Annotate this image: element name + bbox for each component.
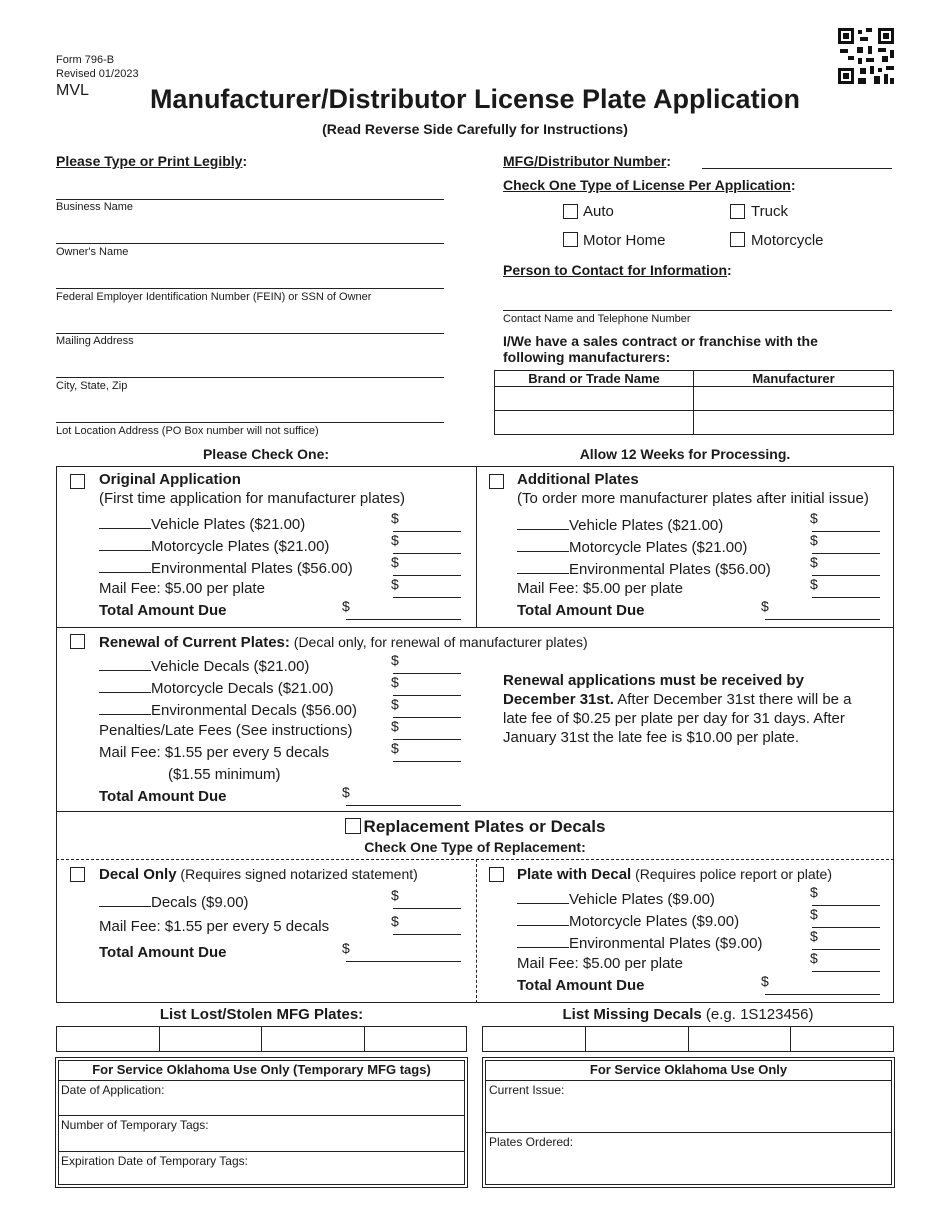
missing-decals-title: List Missing Decals (e.g. 1S123456) [562,1006,814,1023]
divider [476,859,477,1003]
business-name-line[interactable] [56,199,444,200]
additional-plates-checkbox[interactable] [489,474,504,489]
divider [58,1115,465,1116]
divider [58,1080,465,1081]
service-left-title: For Service Oklahoma Use Only (Temporary MFG tags) [92,1062,431,1077]
amount-line[interactable] [812,596,880,598]
please-check-one: Please Check One: [202,446,330,462]
decal-only-title: Decal Only (Requires signed notarized statement) [99,866,418,883]
auto-checkbox[interactable] [563,204,578,219]
franchise-text: I/We have a sales contract or franchise with the following manufacturers: [503,333,818,365]
original-application-checkbox[interactable] [70,474,85,489]
owner-name-line[interactable] [56,243,444,244]
decal-total-label: Total Amount Due [99,944,227,961]
form-number: Form 796-B [56,54,115,66]
plate-item: Motorcycle Plates ($9.00) [517,911,739,930]
business-name-label: Business Name [56,201,134,213]
expiration-date-label: Expiration Date of Temporary Tags: [61,1154,248,1168]
decal-mail-fee: Mail Fee: $1.55 per every 5 decals [99,918,330,935]
renewal-total-label: Total Amount Due [99,788,227,805]
lost-plate-cell[interactable] [262,1027,365,1052]
lot-location-label: Lot Location Address (PO Box number will not suffice) [56,425,319,437]
amount-line[interactable] [393,596,461,598]
current-issue-label: Current Issue: [489,1083,565,1097]
contact-header: Person to Contact for Information: [503,262,732,278]
truck-checkbox[interactable] [730,204,745,219]
service-right-title: For Service Oklahoma Use Only [589,1062,788,1077]
dollar-sign: $ [810,950,818,966]
decals-item: Decals ($9.00) [99,892,249,911]
dollar-sign: $ [391,718,399,734]
original-item: Environmental Plates ($56.00) [99,558,353,577]
franchise-table [494,370,894,435]
dollar-sign: $ [342,784,350,800]
additional-item: Environmental Plates ($56.00) [517,559,771,578]
amount-line[interactable] [812,970,880,972]
renewal-item: Environmental Decals ($56.00) [99,700,357,719]
total-amount-line[interactable] [765,618,880,620]
mfg-number-label: MFG/Distributor Number: [503,153,672,169]
original-total-label: Total Amount Due [99,602,227,619]
dollar-sign: $ [761,973,769,989]
dollar-sign: $ [810,906,818,922]
plate-item: Environmental Plates ($9.00) [517,933,762,952]
amount-line[interactable] [393,574,461,576]
amount-line[interactable] [393,716,461,718]
original-item: Vehicle Plates ($21.00) [99,514,305,533]
additional-subtitle: (To order more manufacturer plates after initial issue) [517,490,869,507]
renewal-mail-min: ($1.55 minimum) [168,766,281,783]
manufacturer-cell[interactable] [694,411,894,435]
plate-item: Vehicle Plates ($9.00) [517,889,715,908]
truck-label: Truck [751,203,788,220]
additional-title: Additional Plates [517,471,639,488]
divider [476,466,477,628]
renewal-note: Renewal applications must be received by December 31st. After December 31st there will be a late fee of $0.25 per plate per day for 31 days. After January 31st the late fee is $10.00 per plate. [503,672,852,746]
dollar-sign: $ [342,940,350,956]
divider [58,1151,465,1152]
additional-item: Vehicle Plates ($21.00) [517,515,723,534]
original-subtitle: (First time application for manufacturer plates) [99,490,405,507]
renewal-checkbox[interactable] [70,634,85,649]
dollar-sign: $ [391,652,399,668]
fein-label: Federal Employer Identification Number (FEIN) or SSN of Owner [56,291,372,303]
divider [485,1080,892,1081]
brand-column-header: Brand or Trade Name [495,371,694,387]
missing-decal-cell[interactable] [483,1027,586,1052]
brand-cell[interactable] [495,411,694,435]
divider [56,859,894,860]
manufacturer-column-header: Manufacturer [694,371,894,387]
amount-line[interactable] [812,948,880,950]
page-subtitle: (Read Reverse Side Carefully for Instructions) [322,121,628,137]
form-revised: Revised 01/2023 [56,68,139,80]
divider [56,627,894,628]
mailing-address-label: Mailing Address [56,335,134,347]
motorcycle-label: Motorcycle [751,232,824,249]
renewal-title: Renewal of Current Plates: (Decal only, for renewal of manufacturer plates) [99,634,588,651]
dollar-sign: $ [810,532,818,548]
divider [485,1132,892,1133]
original-mail-fee: Mail Fee: $5.00 per plate [99,580,265,597]
missing-decals-table [482,1026,894,1052]
amount-line[interactable] [812,552,880,554]
renewal-item: Motorcycle Decals ($21.00) [99,678,334,697]
original-item: Motorcycle Plates ($21.00) [99,536,329,555]
dollar-sign: $ [391,576,399,592]
dollar-sign: $ [342,598,350,614]
motor-home-label: Motor Home [583,232,666,249]
dollar-sign: $ [391,532,399,548]
motor-home-checkbox[interactable] [563,232,578,247]
plate-mail-fee: Mail Fee: $5.00 per plate [517,955,683,972]
auto-label: Auto [583,203,614,220]
dollar-sign: $ [761,598,769,614]
motorcycle-checkbox[interactable] [730,232,745,247]
owner-name-label: Owner's Name [56,246,129,258]
lost-plate-cell[interactable] [57,1027,160,1052]
amount-line[interactable] [393,933,461,935]
total-amount-line[interactable] [346,960,461,962]
plate-with-decal-checkbox[interactable] [489,867,504,882]
divider [56,811,894,812]
dollar-sign: $ [391,696,399,712]
additional-item: Motorcycle Plates ($21.00) [517,537,747,556]
fein-line[interactable] [56,288,444,289]
decal-only-checkbox[interactable] [70,867,85,882]
amount-line[interactable] [812,926,880,928]
amount-line[interactable] [393,530,461,532]
brand-cell[interactable] [495,387,694,411]
additional-total-label: Total Amount Due [517,602,645,619]
dollar-sign: $ [810,928,818,944]
additional-mail-fee: Mail Fee: $5.00 per plate [517,580,683,597]
dollar-sign: $ [391,913,399,929]
lost-plates-table [56,1026,467,1052]
page-title: Manufacturer/Distributor License Plate Application [149,84,801,114]
lost-plate-cell[interactable] [159,1027,262,1052]
replacement-title-row: Replacement Plates or Decals [0,817,950,837]
amount-line[interactable] [812,574,880,576]
service-right-inner [485,1060,892,1185]
allow-weeks: Allow 12 Weeks for Processing. [579,446,791,462]
contact-label: Contact Name and Telephone Number [503,313,691,325]
plate-with-decal-title: Plate with Decal (Requires police report or plate) [517,866,832,883]
renewal-item: Vehicle Decals ($21.00) [99,656,309,675]
replacement-checkbox[interactable] [345,818,361,834]
lost-plate-cell[interactable] [364,1027,467,1052]
city-state-zip-label: City, State, Zip [56,380,128,392]
license-type-header: Check One Type of License Per Application: [503,177,796,193]
total-amount-line[interactable] [765,993,880,995]
renewal-penalties: Penalties/Late Fees (See instructions) [99,722,353,739]
total-amount-line[interactable] [346,618,461,620]
form-code: MVL [56,82,89,99]
mailing-address-line[interactable] [56,333,444,334]
qr-code-icon [838,28,894,84]
left-fields-header: Please Type or Print Legibly: [56,153,248,169]
missing-decal-cell[interactable] [688,1027,791,1052]
date-of-application-label: Date of Application: [61,1083,165,1097]
temporary-tags-label: Number of Temporary Tags: [61,1118,209,1132]
manufacturer-cell[interactable] [694,387,894,411]
lost-plates-title: List Lost/Stolen MFG Plates: [159,1006,364,1023]
missing-decal-cell[interactable] [585,1027,688,1052]
dollar-sign: $ [810,554,818,570]
contact-line[interactable] [503,310,892,311]
amount-line[interactable] [812,530,880,532]
dollar-sign: $ [391,887,399,903]
dollar-sign: $ [391,674,399,690]
renewal-mail-fee: Mail Fee: $1.55 per every 5 decals [99,744,330,761]
missing-decal-cell[interactable] [791,1027,894,1052]
dollar-sign: $ [810,510,818,526]
amount-line[interactable] [393,738,461,740]
amount-line[interactable] [393,672,461,674]
plates-ordered-label: Plates Ordered: [489,1135,574,1149]
total-amount-line[interactable] [346,804,461,806]
plate-total-label: Total Amount Due [517,977,645,994]
city-state-zip-line[interactable] [56,377,444,378]
dollar-sign: $ [391,510,399,526]
amount-line[interactable] [393,907,461,909]
dollar-sign: $ [391,740,399,756]
mfg-number-line[interactable] [702,168,892,169]
original-title: Original Application [99,471,241,488]
replacement-subtitle: Check One Type of Replacement: [364,839,586,855]
amount-line[interactable] [393,694,461,696]
dollar-sign: $ [810,576,818,592]
amount-line[interactable] [393,760,461,762]
lot-location-line[interactable] [56,422,444,423]
amount-line[interactable] [393,552,461,554]
dollar-sign: $ [810,884,818,900]
dollar-sign: $ [391,554,399,570]
amount-line[interactable] [812,904,880,906]
